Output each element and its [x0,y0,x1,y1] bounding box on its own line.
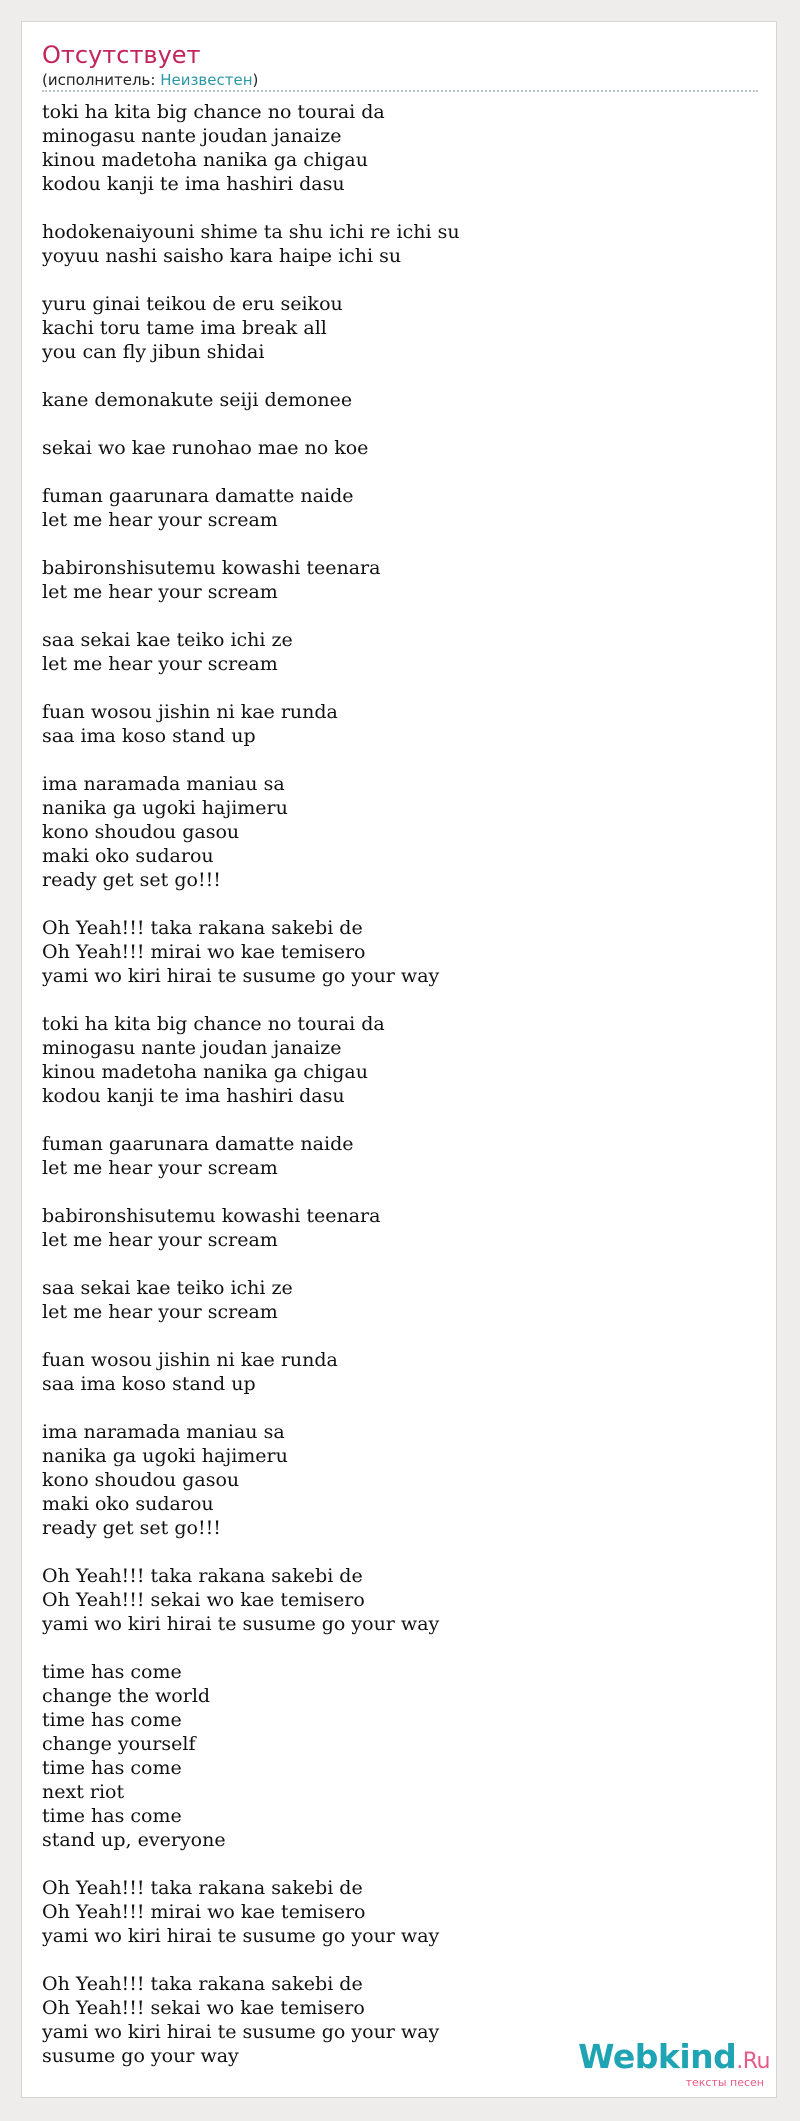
lyrics-line: ima naramada maniau sa [42,773,285,795]
lyrics-line: let me hear your scream [42,1229,278,1251]
lyrics-line: kinou madetoha nanika ga chigau [42,1061,368,1083]
lyrics-stanza [42,1564,460,1636]
lyrics-line: Oh Yeah!!! mirai wo kae temisero [42,941,366,963]
lyrics-line: fuman gaarunara damatte naide [42,1133,354,1155]
lyrics-line: kodou kanji te ima hashiri dasu [42,173,345,195]
lyrics-line: fuman gaarunara damatte naide [42,485,354,507]
lyrics-line: let me hear your scream [42,1157,278,1179]
lyrics-stanza [42,292,460,364]
lyrics-line: fuan wosou jishin ni kae runda [42,1349,338,1371]
lyrics-line: ready get set go!!! [42,1517,221,1539]
artist-prefix: (исполнитель: [42,71,161,89]
lyrics-line: minogasu nante joudan janaize [42,1037,342,1059]
lyrics-text [42,100,460,2068]
artist-line [42,71,258,89]
lyrics-stanza [42,1420,460,1540]
lyrics-line: yami wo kiri hirai te susume go your way [42,1925,440,1947]
lyrics-line: let me hear your scream [42,1301,278,1323]
logo-tagline: тексты песен [685,2076,764,2089]
lyrics-stanza [42,436,460,460]
lyrics-stanza [42,1132,460,1180]
lyrics-line: Oh Yeah!!! sekai wo kae temisero [42,1997,365,2019]
lyrics-line: Oh Yeah!!! taka rakana sakebi de [42,1565,363,1587]
lyrics-line: babironshisutemu kowashi teenara [42,557,381,579]
lyrics-line: kinou madetoha nanika ga chigau [42,149,368,171]
artist-link[interactable]: Неизвестен [160,71,253,89]
lyrics-line: nanika ga ugoki hajimeru [42,1445,288,1467]
logo-main-text: Webkind [578,2037,737,2076]
artist-suffix: ) [252,71,259,89]
lyrics-line: next riot [42,1781,125,1803]
lyrics-line: let me hear your scream [42,509,278,531]
lyrics-line: yoyuu nashi saisho kara haipe ichi su [42,245,402,267]
lyrics-card [21,21,777,2098]
lyrics-line: yami wo kiri hirai te susume go your way [42,1613,440,1635]
lyrics-line: time has come [42,1709,182,1731]
lyrics-stanza [42,1348,460,1396]
lyrics-line: time has come [42,1757,182,1779]
lyrics-line: hodokenaiyouni shime ta shu ichi re ichi su [42,221,460,243]
webkind-logo[interactable] [578,2037,770,2089]
lyrics-stanza [42,1876,460,1948]
logo-domain-suffix: .Ru [736,2049,770,2074]
lyrics-line: kachi toru tame ima break all [42,317,327,339]
song-title: Отсутствует [42,41,201,69]
lyrics-line: ima naramada maniau sa [42,1421,285,1443]
lyrics-line: sekai wo kae runohao mae no koe [42,437,369,459]
lyrics-line: minogasu nante joudan janaize [42,125,342,147]
lyrics-line: Oh Yeah!!! taka rakana sakebi de [42,1973,363,1995]
lyrics-stanza [42,1276,460,1324]
lyrics-stanza [42,100,460,196]
lyrics-stanza [42,388,460,412]
lyrics-line: kodou kanji te ima hashiri dasu [42,1085,345,1107]
lyrics-line: stand up, everyone [42,1829,226,1851]
lyrics-line: maki oko sudarou [42,845,214,867]
lyrics-line: kono shoudou gasou [42,1469,240,1491]
lyrics-stanza [42,1972,460,2068]
lyrics-line: you can fly jibun shidai [42,341,265,363]
lyrics-stanza [42,1204,460,1252]
lyrics-stanza [42,700,460,748]
lyrics-stanza [42,1012,460,1108]
lyrics-line: let me hear your scream [42,653,278,675]
lyrics-line: toki ha kita big chance no tourai da [42,1013,385,1035]
lyrics-line: babironshisutemu kowashi teenara [42,1205,381,1227]
lyrics-stanza [42,220,460,268]
lyrics-line: saa sekai kae teiko ichi ze [42,1277,293,1299]
lyrics-line: kono shoudou gasou [42,821,240,843]
lyrics-line: ready get set go!!! [42,869,221,891]
lyrics-line: Oh Yeah!!! taka rakana sakebi de [42,1877,363,1899]
lyrics-line: kane demonakute seiji demonee [42,389,353,411]
lyrics-line: time has come [42,1661,182,1683]
lyrics-line: time has come [42,1805,182,1827]
lyrics-line: let me hear your scream [42,581,278,603]
lyrics-stanza [42,1660,460,1852]
lyrics-line: change yourself [42,1733,196,1755]
lyrics-line: maki oko sudarou [42,1493,214,1515]
lyrics-line: change the world [42,1685,211,1707]
lyrics-stanza [42,916,460,988]
lyrics-line: toki ha kita big chance no tourai da [42,101,385,123]
lyrics-line: nanika ga ugoki hajimeru [42,797,288,819]
title-divider [42,90,758,92]
lyrics-stanza [42,772,460,892]
lyrics-stanza [42,484,460,532]
lyrics-line: yuru ginai teikou de eru seikou [42,293,343,315]
lyrics-line: Oh Yeah!!! sekai wo kae temisero [42,1589,365,1611]
lyrics-line: susume go your way [42,2045,239,2067]
lyrics-line: saa ima koso stand up [42,1373,256,1395]
lyrics-line: Oh Yeah!!! mirai wo kae temisero [42,1901,366,1923]
lyrics-line: saa ima koso stand up [42,725,256,747]
lyrics-line: yami wo kiri hirai te susume go your way [42,965,440,987]
lyrics-stanza [42,556,460,604]
lyrics-stanza [42,628,460,676]
lyrics-line: Oh Yeah!!! taka rakana sakebi de [42,917,363,939]
lyrics-line: saa sekai kae teiko ichi ze [42,629,293,651]
lyrics-line: fuan wosou jishin ni kae runda [42,701,338,723]
lyrics-line: yami wo kiri hirai te susume go your way [42,2021,440,2043]
logo-wordmark [578,2037,770,2079]
